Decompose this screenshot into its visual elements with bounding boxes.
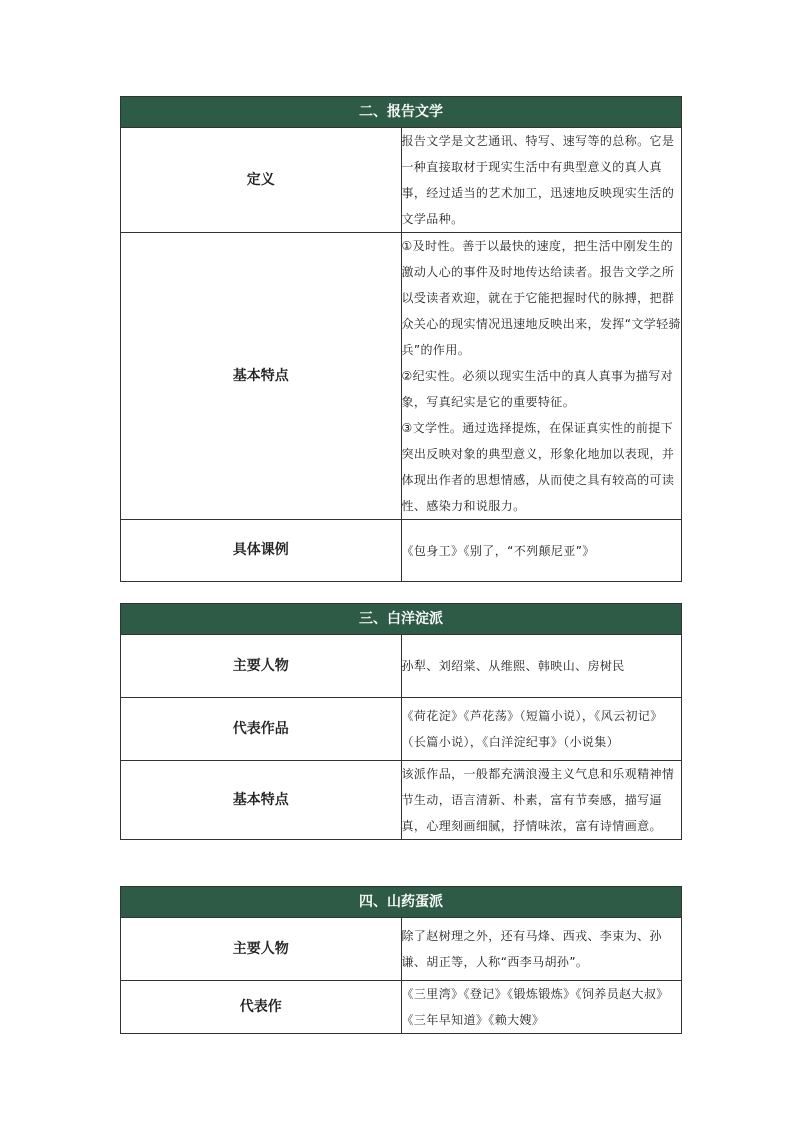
row-label-main-figures: 主要人物 — [121, 918, 402, 981]
row-content-representative-works: 《三里湾》《登记》《锻炼锻炼》《饲养员赵大叔》《三年早知道》《赖大嫂》 — [401, 981, 682, 1034]
row-content-basic-features — [401, 233, 682, 520]
row-content-examples: 《包身工》《别了，“不列颠尼亚”》 — [401, 520, 682, 582]
row-content-main-figures: 除了赵树理之外，还有马烽、西戎、李束为、孙谦、胡正等，人称“西李马胡孙”。 — [401, 918, 682, 981]
row-label-representative-works: 代表作品 — [121, 698, 402, 761]
row-content-representative-works: 《荷花淀》《芦花荡》（短篇小说），《风云初记》（长篇小说），《白洋淀纪事》（小说集） — [401, 698, 682, 761]
section-reportage-table — [120, 96, 682, 582]
row-label-examples: 具体课例 — [121, 520, 402, 582]
row-label-main-figures: 主要人物 — [121, 635, 402, 698]
section-shanyaodan-header: 四、山药蛋派 — [121, 887, 682, 918]
section-baiyangdian-header: 三、白洋淀派 — [121, 604, 682, 635]
row-label-representative-works: 代表作 — [121, 981, 402, 1034]
feature-item-documentary: ②纪实性。必须以现实生活中的真人真事为描写对象，写真纪实是它的重要特征。 — [401, 369, 674, 409]
feature-item-literary: ③文学性。通过选择提炼，在保证真实性的前提下突出反映对象的典型意义，形象化地加以表现，并体现出作者的思想情感，从而使之具有较高的可读性、感染力和说服力。 — [401, 421, 675, 513]
feature-item-timeliness: ①及时性。善于以最快的速度，把生活中刚发生的激动人心的事件及时地传达给读者。报告文学之所以受读者欢迎，就在于它能把握时代的脉搏，把群众关心的现实情况迅速地反映出来，发挥“文学轻骑兵”的作用。 — [401, 239, 681, 357]
row-content-basic-features: 该派作品，一般都充满浪漫主义气息和乐观精神情节生动，语言清新、朴素，富有节奏感，描写逼真，心理刻画细腻，抒情味浓，富有诗情画意。 — [401, 761, 682, 840]
section-baiyangdian-table — [120, 603, 682, 840]
section-reportage-header: 二、报告文学 — [121, 97, 682, 128]
row-label-definition: 定义 — [121, 128, 402, 233]
section-shanyaodan-table — [120, 886, 682, 1034]
row-label-basic-features: 基本特点 — [121, 233, 402, 520]
row-label-basic-features: 基本特点 — [121, 761, 402, 840]
row-content-definition: 报告文学是文艺通讯、特写、速写等的总称。它是一种直接取材于现实生活中有典型意义的真人真事，经过适当的艺术加工，迅速地反映现实生活的文学品种。 — [401, 128, 682, 233]
row-content-main-figures: 孙犁、刘绍棠、从维熙、韩映山、房树民 — [401, 635, 682, 698]
